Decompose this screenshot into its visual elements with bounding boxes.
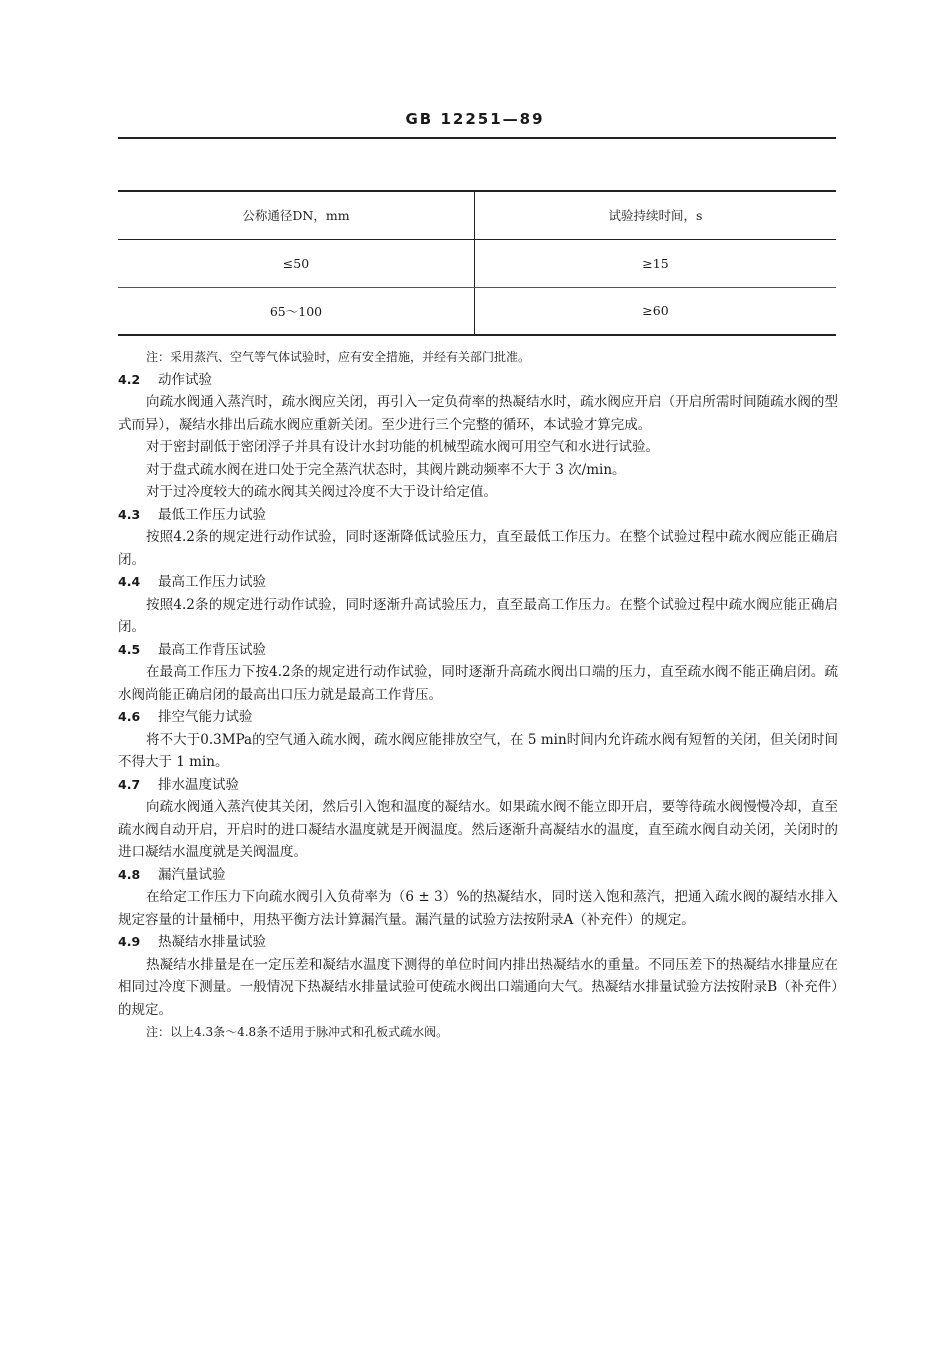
paragraph: 对于过冷度较大的疏水阀其关阀过冷度不大于设计给定值。: [146, 484, 497, 500]
section-title: 热凝结水排量试验: [158, 934, 266, 950]
paragraph: 在最高工作压力下按4.2条的规定进行动作试验，同时逐渐升高疏水阀出口端的压力，直至疏水阀不能正确启闭。疏水阀尚能正确启闭的最高出口压力就是最高工作背压。: [118, 664, 838, 703]
section-title: 排空气能力试验: [158, 709, 253, 725]
section-number: 4.8: [118, 866, 141, 882]
section-4-9: [118, 931, 838, 1021]
section-title: 最高工作压力试验: [158, 574, 266, 590]
section-title: 最高工作背压试验: [158, 641, 266, 658]
paragraph: 对于密封副低于密闭浮子并具有设计水封功能的机械型疏水阀可用空气和水进行试验。: [146, 439, 659, 455]
section-4-5: [118, 639, 838, 707]
paragraph: 向疏水阀通入蒸汽时，疏水阀应关闭，再引入一定负荷率的热凝结水时，疏水阀应开启（开启所需时间随疏水阀的型式而异），凝结水排出后疏水阀应重新关闭。至少进行三个完整的循环，本试验才算完成。: [118, 394, 838, 433]
paragraph: 按照4.2条的规定进行动作试验，同时逐渐降低试验压力，直至最低工作压力。在整个试验过程中疏水阀应能正确启闭。: [118, 529, 838, 568]
document-body: [118, 346, 838, 1044]
standard-code: GB 12251—89: [405, 110, 545, 128]
section-4-3: [118, 504, 838, 572]
section-number: 4.3: [118, 506, 141, 522]
paragraph: 热凝结水排量是在一定压差和凝结水温度下测得的单位时间内排出热凝结水的重量。不同压差下的热凝结水排量应在相同过冷度下测量。一般情况下热凝结水排量试验可使疏水阀出口端通向大气。热凝结水排量试验方法按附录B（补充件）的规定。: [118, 956, 838, 1018]
paragraph: 按照4.2条的规定进行动作试验，同时逐渐升高试验压力，直至最高工作压力。在整个试验过程中疏水阀应能正确启闭。: [118, 596, 838, 635]
table-note: 注：采用蒸汽、空气等气体试验时，应有安全措施，并经有关部门批准。: [146, 350, 531, 364]
section-number: 4.9: [118, 934, 141, 949]
section-title: 漏汽量试验: [158, 866, 226, 883]
col-header-duration: 试验持续时间，s: [475, 191, 837, 239]
section-4-6: [118, 706, 838, 774]
section-number: 4.2: [118, 371, 141, 387]
paragraph: 向疏水阀通入蒸汽使其关闭，然后引入饱和温度的凝结水。如果疏水阀不能立即开启，要等待疏水阀慢慢冷却，直至疏水阀自动开启，开启时的进口凝结水温度就是开阀温度。然后逐渐升高凝结水的温度，直至疏水阀自动关闭，关闭时的进口凝结水温度就是关阀温度。: [118, 799, 838, 860]
section-4-2: [118, 369, 838, 504]
section-title: 动作试验: [158, 371, 212, 388]
section-number: 4.4: [118, 574, 141, 589]
paragraph: 将不大于0.3MPa的空气通入疏水阀，疏水阀应能排放空气，在 5 min时间内允许疏水阀有短暂的关闭，但关闭时间不得大于 1 min。: [118, 731, 838, 770]
paragraph: 在给定工作压力下向疏水阀引入负荷率为（6 ± 3）%的热凝结水，同时送入饱和蒸汽，把通入疏水阀的凝结水排入规定容量的计量桶中，用热平衡方法计算漏汽量。漏汽量的试验方法按附录A（补充件）的规定。: [118, 889, 838, 928]
test-duration-table: [118, 190, 836, 336]
section-number: 4.6: [118, 709, 141, 724]
cell-duration: ≥60: [475, 287, 837, 335]
col-header-dn: 公称通径DN，mm: [118, 191, 475, 239]
section-4-4: [118, 571, 838, 639]
header-rule: [118, 137, 836, 139]
section-4-7: [118, 774, 838, 864]
cell-duration: ≥15: [475, 239, 837, 287]
section-4-8: [118, 864, 838, 932]
table-row: [118, 287, 836, 335]
table-header-row: [118, 191, 836, 239]
section-title: 排水温度试验: [158, 776, 239, 793]
section-number: 4.5: [118, 641, 141, 657]
section-title: 最低工作压力试验: [158, 506, 266, 523]
paragraph: 对于盘式疏水阀在进口处于完全蒸汽状态时，其阀片跳动频率不大于 3 次/min。: [146, 461, 626, 478]
final-note: 注：以上4.3条～4.8条不适用于脉冲式和孔板式疏水阀。: [146, 1025, 449, 1039]
cell-dn: ≤50: [118, 239, 475, 287]
table-row: [118, 239, 836, 287]
section-number: 4.7: [118, 776, 141, 792]
cell-dn: 65～100: [118, 287, 475, 335]
